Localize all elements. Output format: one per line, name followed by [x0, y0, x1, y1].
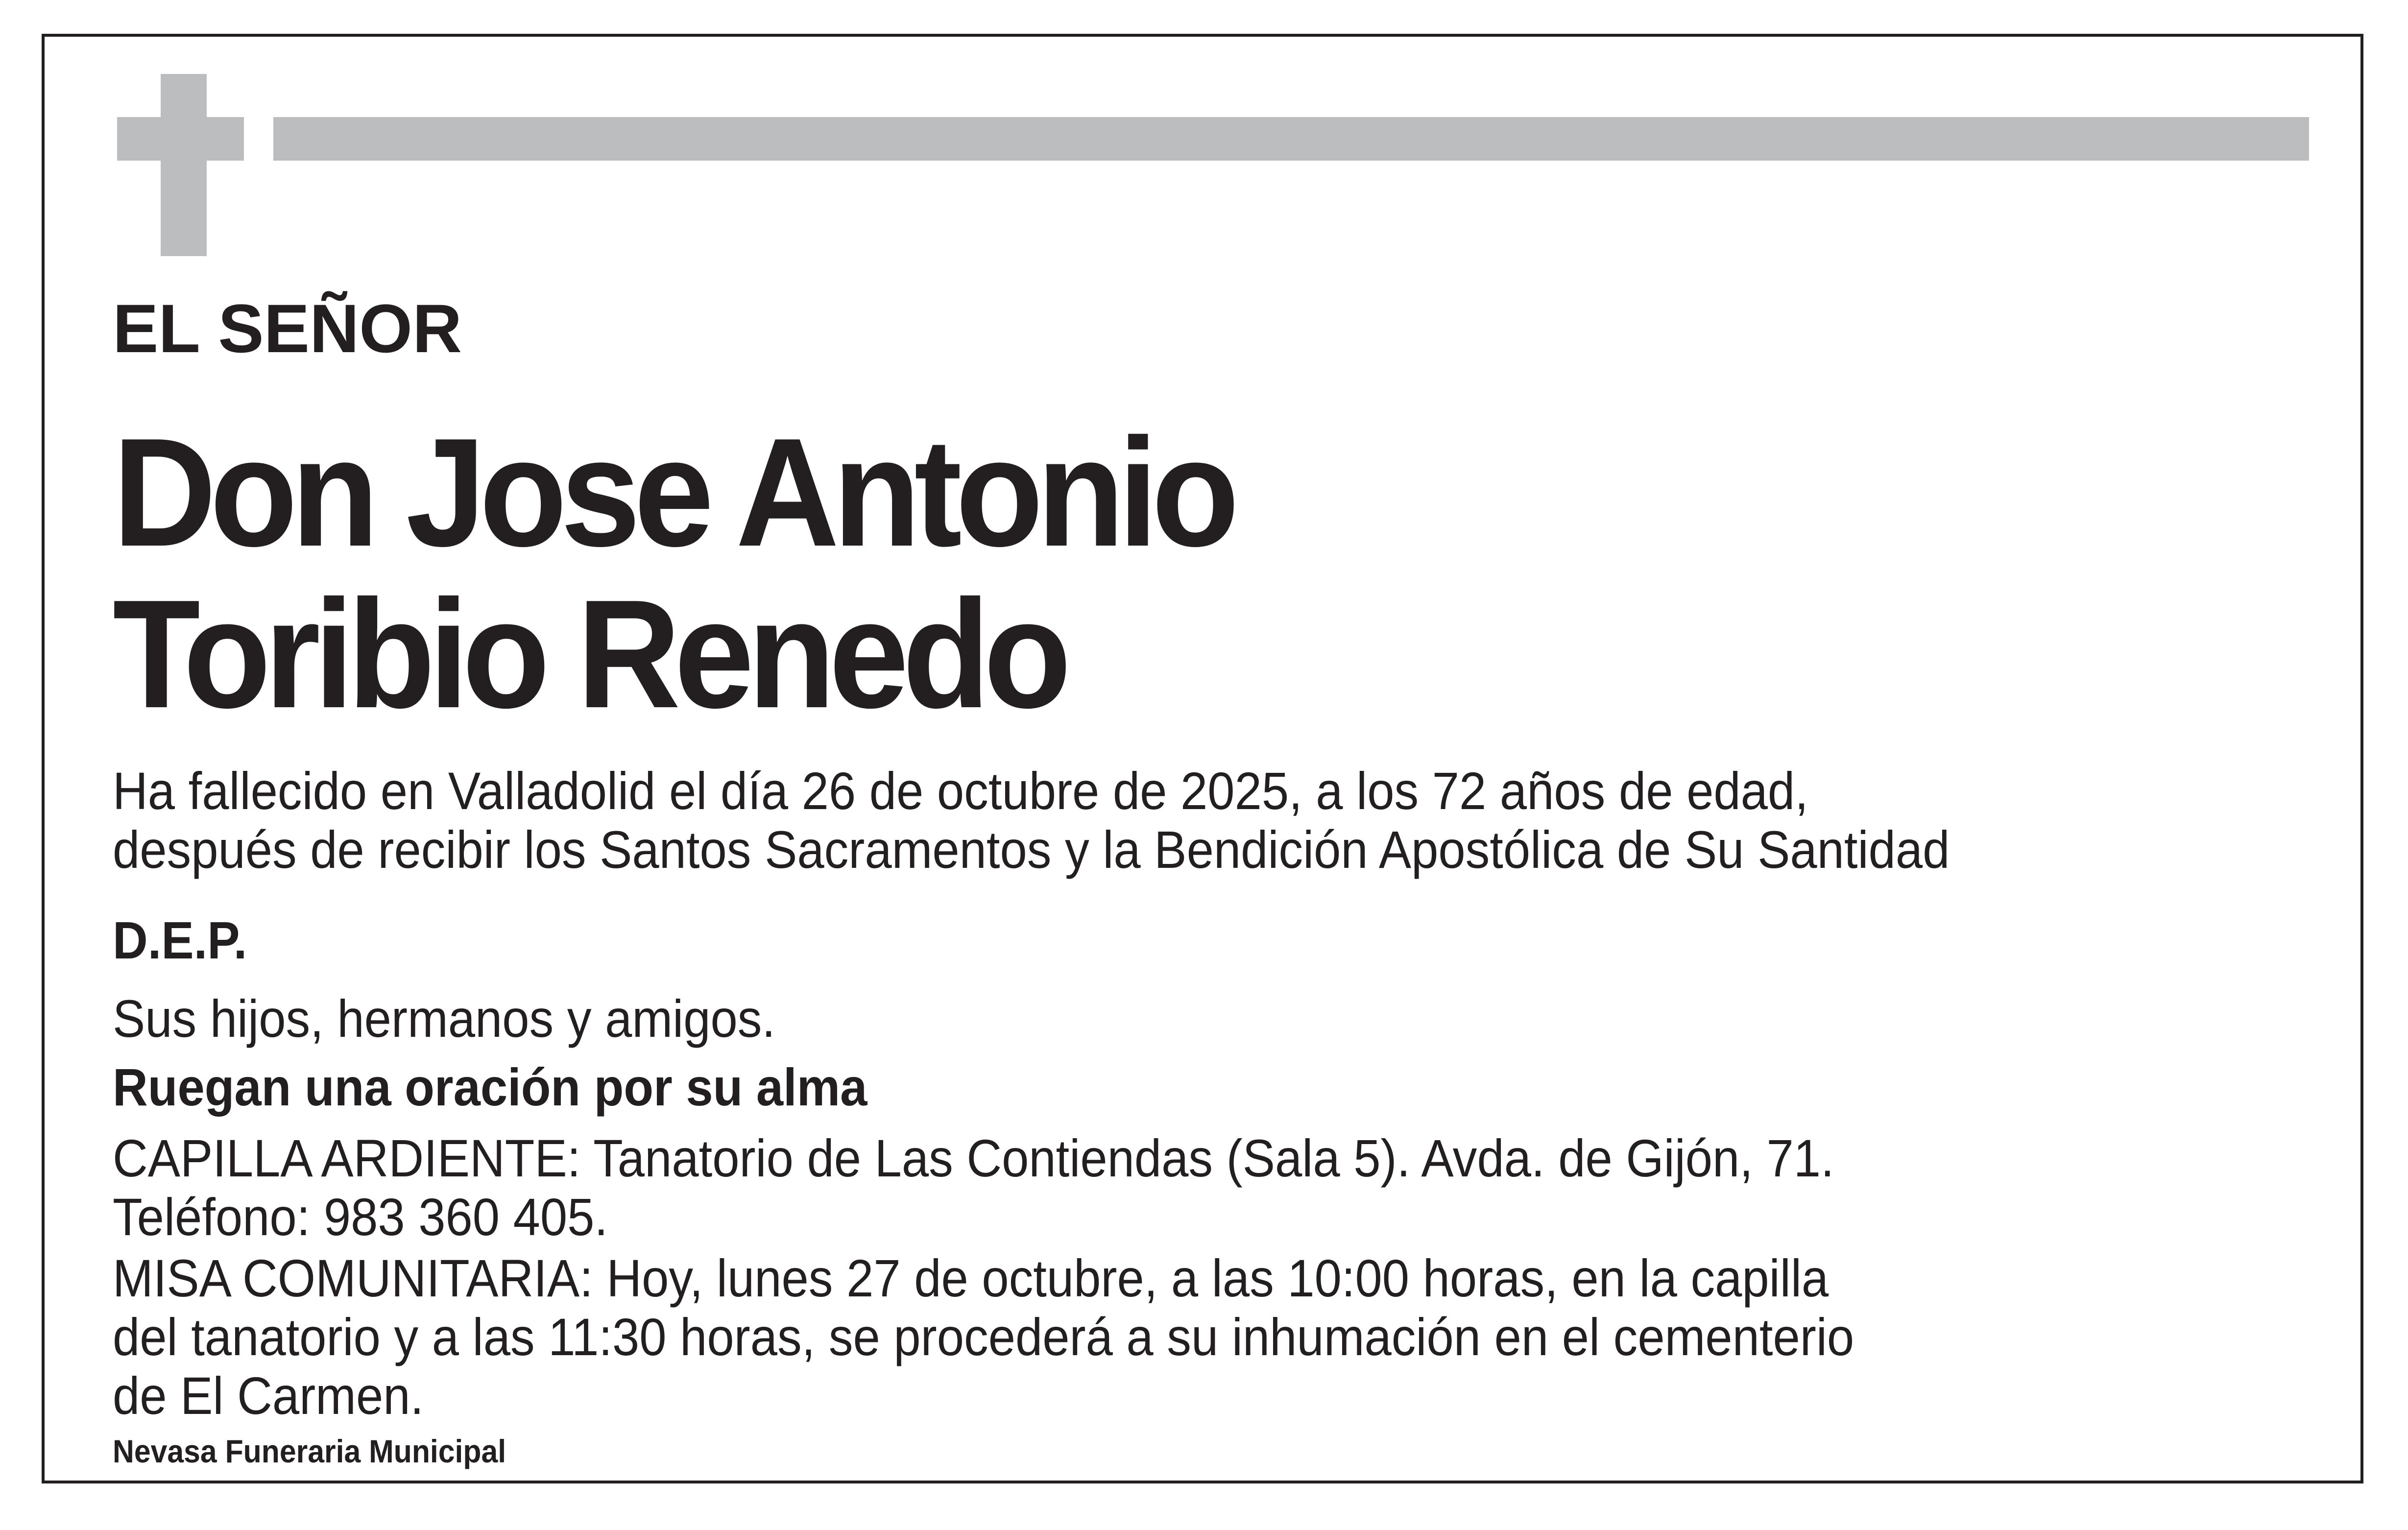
deceased-name-line-2: Toribio Renedo — [113, 568, 1065, 740]
details-line-2: Teléfono: 983 360 405. — [113, 1187, 608, 1246]
details-line-5: de El Carmen. — [113, 1366, 424, 1425]
title-prefix: EL SEÑOR — [113, 290, 462, 367]
family-line: Sus hijos, hermanos y amigos. — [113, 989, 776, 1048]
announcement-line-1: Ha fallecido en Valladolid el día 26 de octubre de 2025, a los 72 años de edad, — [113, 761, 1808, 820]
header-rule — [273, 117, 2309, 161]
announcement-line-2: después de recibir los Santos Sacramentos y la Bendición Apostólica de Su Santidad — [113, 820, 1950, 879]
details-line-1: CAPILLA ARDIENTE: Tanatorio de Las Contiendas (Sala 5). Avda. de Gijón, 71. — [113, 1128, 1834, 1188]
prayer-line: Ruegan una oración por su alma — [113, 1057, 867, 1117]
dep: D.E.P. — [113, 910, 247, 970]
deceased-name-line-1: Don Jose Antonio — [113, 406, 1233, 578]
details-line-3: MISA COMUNITARIA: Hoy, lunes 27 de octubre, a las 10:00 horas, en la capilla — [113, 1248, 1829, 1308]
details-line-4: del tanatorio y a las 11:30 horas, se procederá a su inhumación en el cementerio — [113, 1307, 1854, 1366]
funeral-home: Nevasa Funeraria Municipal — [113, 1433, 506, 1469]
